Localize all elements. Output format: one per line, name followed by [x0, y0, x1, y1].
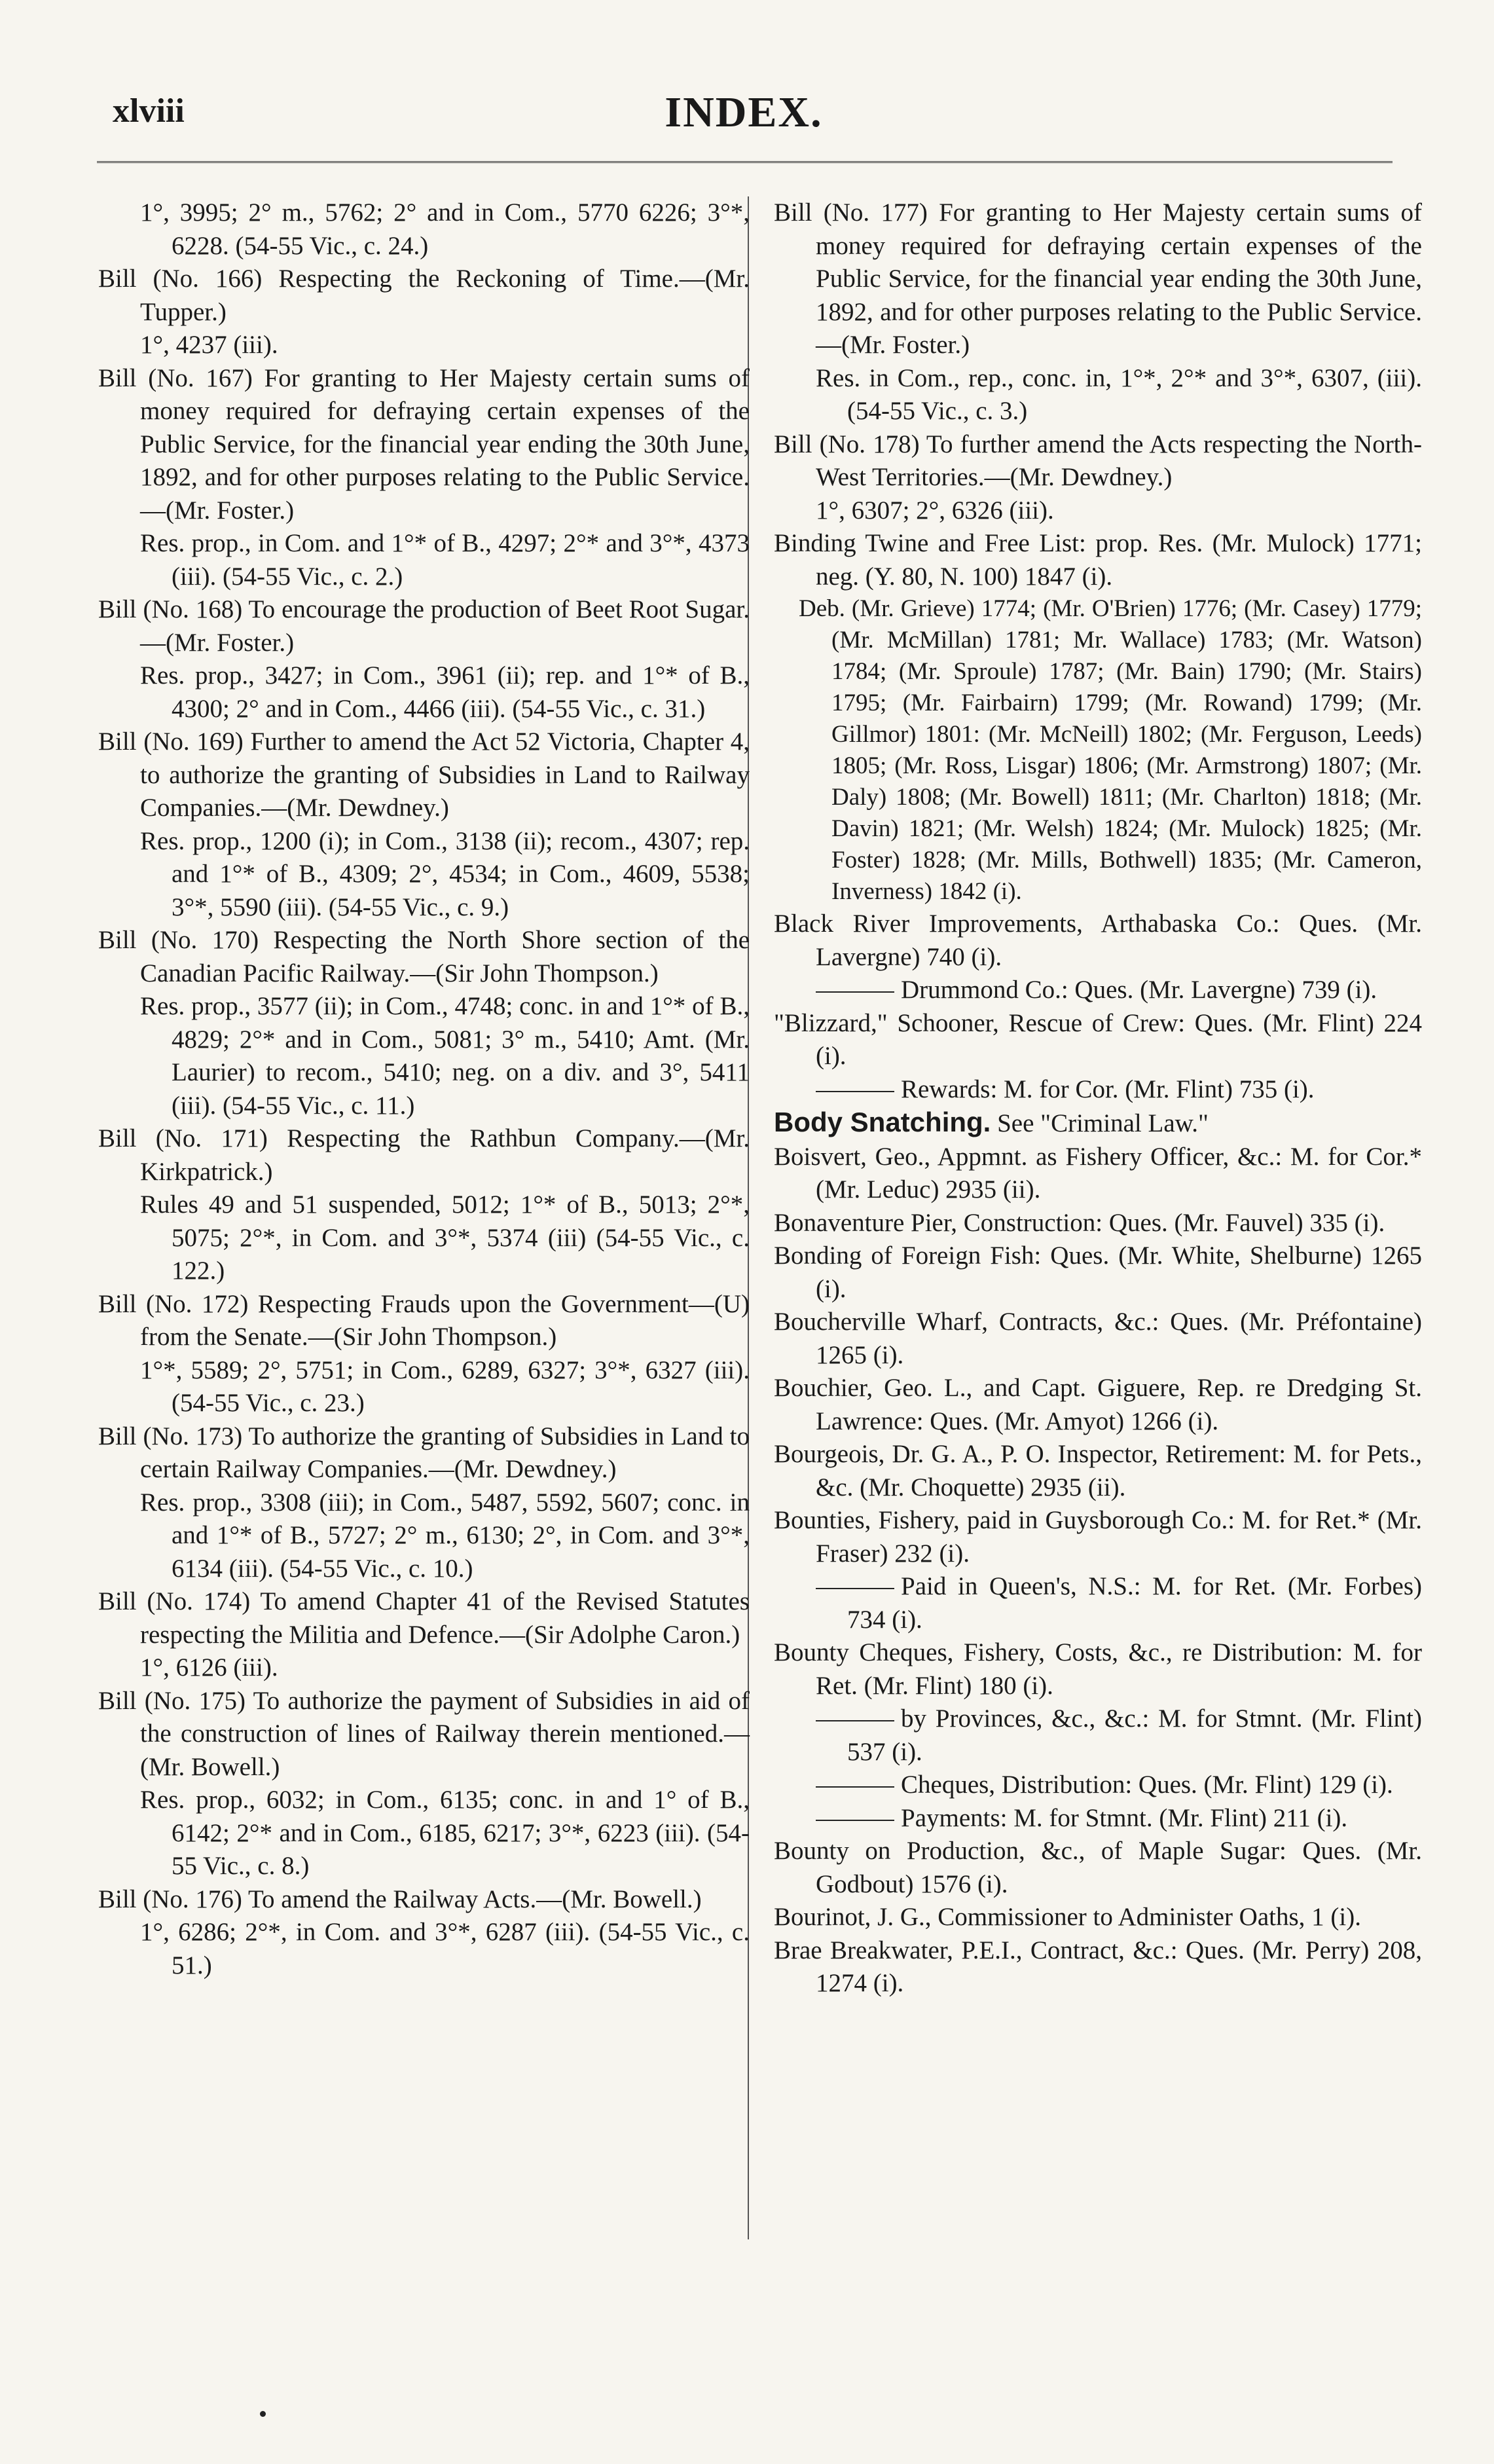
entry-text: Res. prop., 3577 (ii); in Com., 4748; conc. in and 1°* of B., 4829; 2°* and in Com., 5081; 3° m., 5410; Amt. (Mr. Laurier) to recom., 5410; neg. on a div. and 3°, 5411 (iii). (54-55 Vic., c. 11.) [140, 992, 750, 1120]
index-continuation-entry [774, 1769, 1422, 1802]
entry-text: Rewards: M. for Cor. (Mr. Flint) 735 (i). [901, 1075, 1315, 1103]
ditto-dash [816, 1820, 894, 1821]
entry-text: Drummond Co.: Ques. (Mr. Lavergne) 739 (i). [901, 976, 1377, 1004]
entry-text: Res. prop., 1200 (i); in Com., 3138 (ii); recom., 4307; rep. and 1°* of B., 4309; 2°, 4534; in Com., 4609, 5538; 3°*, 5590 (iii). (54-55 Vic., c. 9.) [140, 826, 750, 921]
index-entry [774, 1504, 1422, 1570]
debate-list [774, 593, 1422, 908]
entry-text: Res. in Com., rep., conc. in, 1°*, 2°* and 3°*, 6307, (iii). (54-55 Vic., c. 3.) [816, 363, 1422, 425]
entry-text: 1°, 3995; 2° m., 5762; 2° and in Com., 5770 6226; 3°*, 6228. (54-55 Vic., c. 24.) [140, 198, 750, 260]
index-subentry [98, 1354, 750, 1420]
index-entry [98, 1288, 750, 1354]
entry-text: Bill (No. 175) To authorize the payment of Subsidies in aid of the construction of lines of Railway therein mentioned.—(Mr. Bowell.) [98, 1686, 750, 1781]
printer-mark [260, 2411, 266, 2417]
left-column [98, 196, 750, 1982]
index-entry [98, 924, 750, 990]
entry-text: Binding Twine and Free List: prop. Res. (Mr. Mulock) 1771; neg. (Y. 80, N. 100) 1847 (i). [774, 529, 1422, 591]
index-entry [98, 1585, 750, 1651]
entry-text: Brae Breakwater, P.E.I., Contract, &c.: Ques. (Mr. Perry) 208, 1274 (i). [774, 1936, 1422, 1997]
entry-text: Bill (No. 171) Respecting the Rathbun Company.—(Mr. Kirkpatrick.) [98, 1124, 750, 1186]
entry-text: Bill (No. 178) To further amend the Acts respecting the North-West Territories.—(Mr. Dewdney.) [774, 430, 1422, 491]
entry-text: Res. prop., 6032; in Com., 6135; conc. in and 1° of B., 6142; 2°* and in Com., 6185, 6217; 3°*, 6223 (iii). (54-55 Vic., c. 8.) [140, 1786, 750, 1880]
entry-text: Bill (No. 167) For granting to Her Majesty certain sums of money required for defraying certain expenses of the Public Service, for the financial year ending the 30th June, 1892, and for other purposes relating to the Public Service.—(Mr. Foster.) [98, 363, 750, 524]
index-entry [774, 1240, 1422, 1306]
entry-text: Bounty on Production, &c., of Maple Sugar: Ques. (Mr. Godbout) 1576 (i). [774, 1837, 1422, 1898]
index-entry [98, 1420, 750, 1486]
index-entry [774, 1636, 1422, 1702]
entry-text: Bill (No. 173) To authorize the granting of Subsidies in Land to certain Railway Companies.—(Mr. Dewdney.) [98, 1422, 750, 1483]
entry-text: Bonaventure Pier, Construction: Ques. (Mr. Fauvel) 335 (i). [774, 1208, 1385, 1237]
index-continuation-entry [774, 1073, 1422, 1107]
index-subentry [98, 196, 750, 263]
entry-text: Bounty Cheques, Fishery, Costs, &c., re Distribution: M. for Ret. (Mr. Flint) 180 (i). [774, 1638, 1422, 1700]
index-entry [774, 428, 1422, 494]
index-subentry [98, 329, 750, 362]
index-continuation-entry [774, 1802, 1422, 1835]
index-heading-entry [774, 1106, 1422, 1141]
index-subentry [774, 362, 1422, 428]
index-subentry [98, 1916, 750, 1982]
page-number: xlviii [113, 92, 185, 130]
entry-text: Res. prop., in Com. and 1°* of B., 4297; 2°* and 3°*, 4373 (iii). (54-55 Vic., c. 2.) [140, 529, 750, 591]
index-entry [774, 1372, 1422, 1438]
entry-text: 1°, 4237 (iii). [140, 331, 278, 359]
ditto-dash [816, 1720, 894, 1721]
index-subentry [98, 1651, 750, 1685]
header-rule [97, 161, 1393, 167]
entry-text: 1°, 6126 (iii). [140, 1653, 278, 1682]
index-entry [98, 263, 750, 329]
index-entry [98, 1685, 750, 1784]
ditto-dash [816, 991, 894, 993]
index-subentry [98, 1784, 750, 1883]
entry-text: Bill (No. 169) Further to amend the Act 52 Victoria, Chapter 4, to authorize the granting of Subsidies in Land to Railway Companies.—(Mr. Dewdney.) [98, 727, 750, 822]
index-subentry [98, 990, 750, 1122]
entry-text: "Blizzard," Schooner, Rescue of Crew: Ques. (Mr. Flint) 224 (i). [774, 1008, 1422, 1070]
right-column [774, 196, 1422, 2000]
entry-text: Bill (No. 172) Respecting Frauds upon the Government—(U) from the Senate.—(Sir John Thompson.) [98, 1289, 750, 1351]
entry-text: Bill (No. 170) Respecting the North Shore section of the Canadian Pacific Railway.—(Sir John Thompson.) [98, 926, 750, 987]
index-subentry [98, 825, 750, 925]
entry-text: Black River Improvements, Arthabaska Co.: Ques. (Mr. Lavergne) 740 (i). [774, 910, 1422, 971]
bold-heading: Body Snatching. [774, 1107, 991, 1137]
ditto-dash [816, 1786, 894, 1788]
entry-text: Bill (No. 174) To amend Chapter 41 of the Revised Statutes respecting the Militia and Defence.—(Sir Adolphe Caron.) [98, 1587, 750, 1649]
entry-text: Bill (No. 166) Respecting the Reckoning of Time.—(Mr. Tupper.) [98, 265, 750, 326]
entry-text: Boisvert, Geo., Appmnt. as Fishery Officer, &c.: M. for Cor.* (Mr. Leduc) 2935 (ii). [774, 1142, 1422, 1204]
index-subentry [98, 1486, 750, 1586]
entry-text: 1°*, 5589; 2°, 5751; in Com., 6289, 6327; 3°*, 6327 (iii). (54-55 Vic., c. 23.) [140, 1355, 750, 1417]
entry-text: Res. prop., 3427; in Com., 3961 (ii); rep. and 1°* of B., 4300; 2° and in Com., 4466 (iii). (54-55 Vic., c. 31.) [140, 661, 750, 723]
entry-text: Bourinot, J. G., Commissioner to Administer Oaths, 1 (i). [774, 1903, 1361, 1931]
index-entry [774, 1835, 1422, 1901]
entry-text: Res. prop., 3308 (iii); in Com., 5487, 5592, 5607; conc. in and 1°* of B., 5727; 2° m., 6130; 2°, in Com. and 3°*, 6134 (iii). (54-55 Vic., c. 10.) [140, 1488, 750, 1583]
index-subentry [774, 494, 1422, 528]
entry-text: 1°, 6286; 2°*, in Com. and 3°*, 6287 (iii). (54-55 Vic., c. 51.) [140, 1918, 750, 1979]
entry-text: Bounties, Fishery, paid in Guysborough Co.: M. for Ret.* (Mr. Fraser) 232 (i). [774, 1506, 1422, 1568]
index-entry [774, 196, 1422, 362]
index-entry [774, 1007, 1422, 1073]
entry-text: Deb. (Mr. Grieve) 1774; (Mr. O'Brien) 1776; (Mr. Casey) 1779; (Mr. McMillan) 1781; Mr. Wallace) 1783; (Mr. Watson) 1784; (Mr. Sproule) 1787; (Mr. Bain) 1790; (Mr. Stairs) 1795; (Mr. Fairbairn) 1799; (Mr. Rowand) 1799; (Mr. Gillmor) 1801: (Mr. McNeill) 1802; (Mr. Ferguson, Leeds) 1805; (Mr. Ross, Lisgar) 1806; (Mr. Armstrong) 1807; (Mr. Daly) 1808; (Mr. Bowell) 1811; (Mr. Charlton) 1818; (Mr. Davin) 1821; (Mr. Welsh) 1824; (Mr. Mulock) 1825; (Mr. Foster) 1828; (Mr. Mills, Bothwell) 1835; (Mr. Cameron, Inverness) 1842 (i). [799, 595, 1422, 905]
index-entry [774, 527, 1422, 593]
entry-text: Paid in Queen's, N.S.: M. for Ret. (Mr. Forbes) 734 (i). [847, 1572, 1422, 1634]
entry-text: Rules 49 and 51 suspended, 5012; 1°* of B., 5013; 2°*, 5075; 2°*, in Com. and 3°*, 5374 (iii) (54-55 Vic., c. 122.) [140, 1190, 750, 1285]
index-entry [774, 1901, 1422, 1934]
page-header [105, 85, 1383, 144]
entry-text: Cheques, Distribution: Ques. (Mr. Flint) 129 (i). [901, 1771, 1393, 1799]
index-entry [774, 1934, 1422, 2000]
index-entry [98, 726, 750, 825]
index-entry [774, 1438, 1422, 1504]
index-entry [774, 1306, 1422, 1372]
index-subentry [98, 527, 750, 593]
entry-text: Bill (No. 168) To encourage the production of Beet Root Sugar.—(Mr. Foster.) [98, 595, 750, 657]
entry-text: 1°, 6307; 2°, 6326 (iii). [816, 496, 1054, 524]
index-entry [774, 1141, 1422, 1207]
index-continuation-entry [774, 1570, 1422, 1636]
index-continuation-entry [774, 1702, 1422, 1769]
index-entry [98, 1883, 750, 1917]
entry-text: Boucherville Wharf, Contracts, &c.: Ques. (Mr. Préfontaine) 1265 (i). [774, 1308, 1422, 1369]
entry-text: Bill (No. 176) To amend the Railway Acts.—(Mr. Bowell.) [98, 1885, 702, 1913]
entry-text: Bourgeois, Dr. G. A., P. O. Inspector, Retirement: M. for Pets., &c. (Mr. Choquette) 2935 (ii). [774, 1440, 1422, 1501]
entry-text: Payments: M. for Stmnt. (Mr. Flint) 211 (i). [901, 1803, 1348, 1832]
index-entry [774, 1207, 1422, 1240]
entry-text: Bouchier, Geo. L., and Capt. Giguere, Rep. re Dredging St. Lawrence: Ques. (Mr. Amyot) 1266 (i). [774, 1374, 1422, 1435]
ditto-dash [816, 1588, 894, 1589]
entry-text: by Provinces, &c., &c.: M. for Stmnt. (Mr. Flint) 537 (i). [847, 1704, 1422, 1766]
page-title: INDEX. [665, 88, 823, 136]
index-continuation-entry [774, 974, 1422, 1007]
ditto-dash [816, 1091, 894, 1092]
entry-text: Bill (No. 177) For granting to Her Majesty certain sums of money required for defraying certain expenses of the Public Service, for the financial year ending the 30th June, 1892, and for other purposes relating to the Public Service.—(Mr. Foster.) [774, 198, 1422, 359]
index-subentry [98, 659, 750, 726]
index-entry [98, 1122, 750, 1188]
index-entry [98, 362, 750, 528]
entry-text: Bonding of Foreign Fish: Ques. (Mr. White, Shelburne) 1265 (i). [774, 1241, 1422, 1303]
index-subentry [98, 1188, 750, 1288]
see-reference: See "Criminal Law." [997, 1109, 1209, 1137]
index-entry [98, 593, 750, 659]
index-entry [774, 908, 1422, 974]
